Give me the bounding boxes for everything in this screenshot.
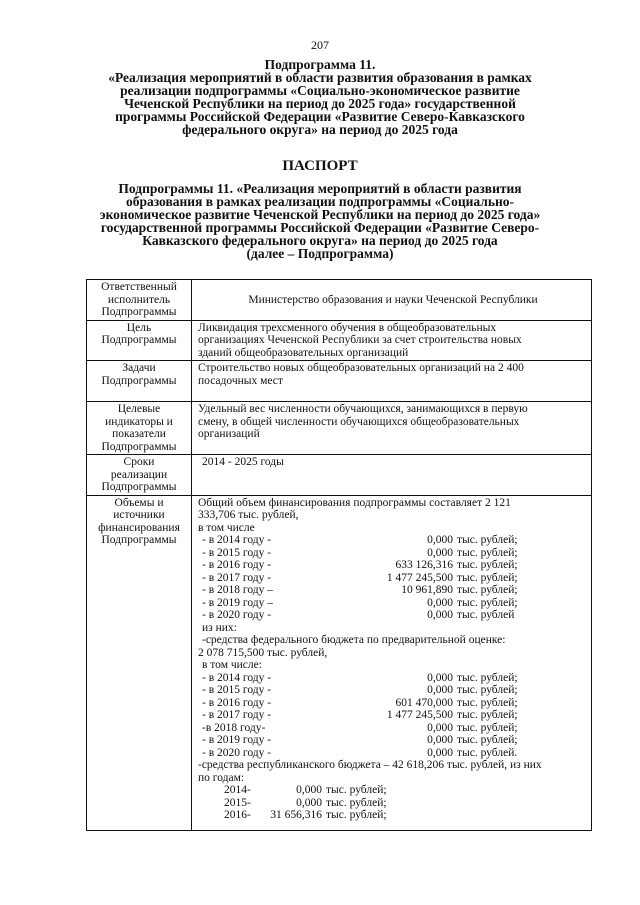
label-line: Объемы и <box>114 496 164 509</box>
unit-label: тыс. рублей; <box>457 584 518 596</box>
amount-value: 0,000 <box>427 596 453 609</box>
year-label: 2015- <box>224 796 251 809</box>
year-label: 2014- <box>224 784 251 796</box>
label-line: Подпрограммы <box>101 534 177 546</box>
row-tasks <box>87 361 592 402</box>
passport-subtitle <box>60 182 580 260</box>
subtitle-line: (далее – Подпрограмма) <box>246 246 394 261</box>
title-line: Подпрограмма 11. <box>264 57 376 72</box>
unit-label: тыс. рублей; <box>326 784 387 796</box>
label-line: показатели <box>112 428 166 440</box>
label-line: Задачи <box>122 362 156 374</box>
row-label <box>87 495 192 830</box>
year-label: - в 2020 году - <box>202 746 272 759</box>
amount-value: 0,000 <box>427 684 453 696</box>
value-line: смену, в общей численности обучающихся общеобразовательных <box>198 415 520 428</box>
unit-label: тыс. рублей; <box>457 571 518 584</box>
value-line: зданий общеобразовательных организаций <box>198 346 409 359</box>
row-indicators <box>87 402 592 455</box>
label-line: реализации <box>110 468 168 481</box>
year-label: - в 2016 году - <box>202 696 272 709</box>
row-funding <box>87 495 592 830</box>
terms-value: 2014 - 2025 годы <box>192 455 592 496</box>
funding-year-row <box>198 809 588 822</box>
year-label: - в 2014 году - <box>202 671 272 684</box>
value-line: Удельный вес численности обучающихся, занимающихся в первую <box>198 403 528 415</box>
label-line: Подпрограммы <box>101 481 177 493</box>
row-label <box>87 320 192 361</box>
label-line: Подпрограммы <box>101 374 177 387</box>
label-line: Ответственный <box>101 281 177 293</box>
amount-value: 0,000 <box>427 671 453 684</box>
amount-value: 10 961,890 <box>401 584 453 596</box>
amount-value: 601 470,000 <box>395 696 453 709</box>
unit-label: тыс. рублей; <box>326 796 387 809</box>
funding-line: по годам: <box>198 771 245 784</box>
funding-line: 2 078 715,500 тыс. рублей, <box>198 646 328 659</box>
label-line: Сроки <box>123 456 155 468</box>
funding-line: из них: <box>202 621 237 634</box>
passport-table <box>86 279 592 831</box>
title-line: федерального округа» на период до 2025 года <box>182 122 458 137</box>
funding-year-row <box>198 734 588 747</box>
amount-value: 0,000 <box>427 734 453 746</box>
unit-label: тыс. рублей; <box>457 696 518 709</box>
subtitle-line: государственной программы Российской Федерации «Развитие Северо- <box>100 220 540 235</box>
amount-value: 0,000 <box>427 534 453 546</box>
funding-year-row <box>198 584 588 597</box>
subtitle-line: образования в рамках реализации подпрограммы «Социально- <box>125 194 515 209</box>
label-line: Цель <box>126 321 152 334</box>
funding-year-row <box>198 597 588 610</box>
year-label: 2016- <box>224 809 251 821</box>
funding-year-row <box>198 559 588 572</box>
amount-value: 0,000 <box>427 546 453 559</box>
unit-label: тыс. рублей; <box>457 596 518 609</box>
funding-line: -средства федерального бюджета по предварительной оценке: <box>202 634 506 646</box>
label-line: Целевые <box>117 403 161 415</box>
page-number: 207 <box>311 38 329 52</box>
year-label: - в 2019 году - <box>202 734 272 746</box>
value-line: организаций <box>198 428 260 440</box>
label-line: финансирования <box>98 521 180 534</box>
funding-year-row <box>198 722 588 735</box>
unit-label: тыс. рублей; <box>457 671 518 684</box>
amount-value: 1 477 245,500 <box>386 571 453 584</box>
subtitle-line: Подпрограммы 11. «Реализация мероприятий в области развития <box>118 181 522 196</box>
label-line: Подпрограммы <box>101 334 177 346</box>
row-executor <box>87 280 592 321</box>
funding-year-row <box>198 572 588 585</box>
amount-value: 0,000 <box>427 609 453 621</box>
subtitle-line: Кавказского федерального округа» на период до 2025 года <box>142 233 498 248</box>
row-label <box>87 402 192 455</box>
label-line: исполнитель <box>107 293 171 306</box>
funding-year-row <box>198 709 588 722</box>
unit-label: тыс. рублей; <box>457 684 518 696</box>
unit-label: тыс. рублей; <box>326 809 387 821</box>
unit-label: тыс. рублей; <box>457 721 518 734</box>
unit-label: тыс. рублей; <box>457 559 518 571</box>
value-line: организациях Чеченской Республики за счет строительства новых <box>198 334 522 346</box>
unit-label: тыс. рублей; <box>457 709 518 721</box>
amount-value: 1 477 245,500 <box>386 709 453 721</box>
tasks-value <box>192 361 592 402</box>
row-label <box>87 361 192 402</box>
republic-by-year-list <box>198 784 588 822</box>
funding-line: -средства республиканского бюджета – 42 618,206 тыс. рублей, из них <box>198 759 542 771</box>
funding-line: 333,706 тыс. рублей, <box>198 509 299 521</box>
passport-heading: ПАСПОРТ <box>282 158 358 174</box>
executor-value: Министерство образования и науки Чеченской Республики <box>192 280 592 321</box>
value-line: Ликвидация трехсменного обучения в общеобразовательных <box>198 321 497 334</box>
year-label: - в 2017 году - <box>202 571 272 584</box>
funding-line: Общий объем финансирования подпрограммы составляет 2 121 <box>198 496 511 509</box>
indicators-value <box>192 402 592 455</box>
subprogram-title <box>60 58 580 136</box>
year-label: - в 2015 году - <box>202 546 272 559</box>
label-line: источники <box>113 509 165 521</box>
value-line: посадочных мест <box>198 374 283 387</box>
unit-label: тыс. рублей; <box>457 546 518 559</box>
federal-by-year-list <box>198 672 588 760</box>
goal-value <box>192 320 592 361</box>
funding-year-row <box>198 672 588 685</box>
funding-value <box>192 495 592 830</box>
row-terms <box>87 455 592 496</box>
amount-value: 0,000 <box>296 796 322 809</box>
year-label: - в 2016 году - <box>202 559 272 571</box>
funding-line: в том числе: <box>202 659 262 671</box>
funding-year-row <box>198 784 588 797</box>
year-label: - в 2014 году - <box>202 534 272 546</box>
funding-year-row <box>198 697 588 710</box>
row-label <box>87 455 192 496</box>
year-label: - в 2015 году - <box>202 684 272 696</box>
label-line: Подпрограммы <box>101 440 177 453</box>
unit-label: тыс. рублей <box>457 609 515 621</box>
year-label: - в 2019 году – <box>202 596 273 609</box>
funding-year-row <box>198 547 588 560</box>
year-label: -в 2018 году- <box>202 721 266 734</box>
title-line: Чеченской Республики на период до 2025 года» государственной <box>124 96 516 111</box>
amount-value: 0,000 <box>427 746 453 759</box>
value-line: Строительство новых общеобразовательных организаций на 2 400 <box>198 362 524 374</box>
year-label: - в 2017 году - <box>202 709 272 721</box>
amount-value: 31 656,316 <box>270 809 322 821</box>
funding-year-row <box>198 609 588 622</box>
funding-year-row <box>198 684 588 697</box>
unit-label: тыс. рублей; <box>457 534 518 546</box>
funding-line: в том числе <box>198 521 255 534</box>
year-label: - в 2020 году - <box>202 609 272 621</box>
amount-value: 633 126,316 <box>395 559 453 571</box>
row-label <box>87 280 192 321</box>
funding-year-row <box>198 797 588 810</box>
title-line: «Реализация мероприятий в области развития образования в рамках <box>108 70 532 85</box>
unit-label: тыс. рублей; <box>457 734 518 746</box>
amount-value: 0,000 <box>296 784 322 796</box>
funding-year-row <box>198 747 588 760</box>
row-goal <box>87 320 592 361</box>
unit-label: тыс. рублей. <box>457 746 518 759</box>
funding-year-row <box>198 534 588 547</box>
total-by-year-list <box>198 534 588 622</box>
subtitle-line: экономическое развитие Чеченской Республики на период до 2025 года» <box>99 207 541 222</box>
title-line: программы Российской Федерации «Развитие Северо-Кавказского <box>115 109 525 124</box>
year-label: - в 2018 году – <box>202 584 273 596</box>
title-line: реализации подпрограммы «Социально-экономическое развитие <box>120 83 520 98</box>
label-line: Подпрограммы <box>101 306 177 318</box>
label-line: индикаторы и <box>105 415 173 428</box>
amount-value: 0,000 <box>427 721 453 734</box>
